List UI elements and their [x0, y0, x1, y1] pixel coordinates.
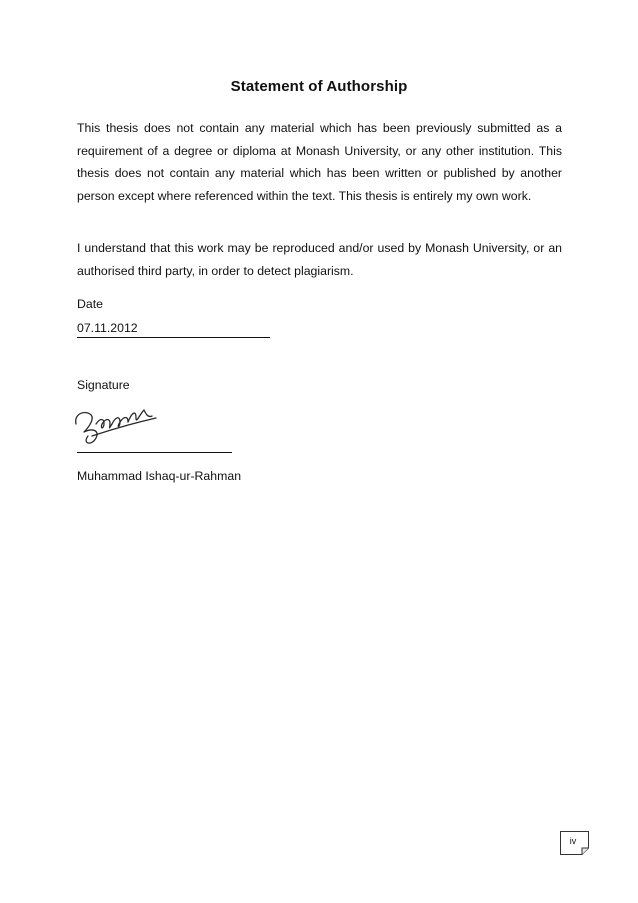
paragraph-declaration: This thesis does not contain any material which has been previously submitted as a requirement of a degree or diploma at Monash University, or any other institution. This thesis does not contain any material which has been written or published by another person except where referenced within the text. This thesis is entirely my own work. [77, 121, 562, 203]
signature-label: Signature [77, 378, 130, 392]
date-label: Date [77, 297, 103, 311]
handwritten-signature [70, 400, 160, 452]
page-number-box [560, 831, 589, 855]
paragraph-plagiarism-consent: I understand that this work may be reproduced and/or used by Monash University, or an authorised third party, in order to detect plagiarism. [77, 241, 562, 278]
date-value: 07.11.2012 [77, 320, 270, 338]
document-title: Statement of Authorship [230, 78, 408, 95]
page-number: iv [569, 836, 577, 846]
signature-line [77, 452, 232, 453]
signer-name: Muhammad Ishaq-ur-Rahman [77, 469, 242, 483]
